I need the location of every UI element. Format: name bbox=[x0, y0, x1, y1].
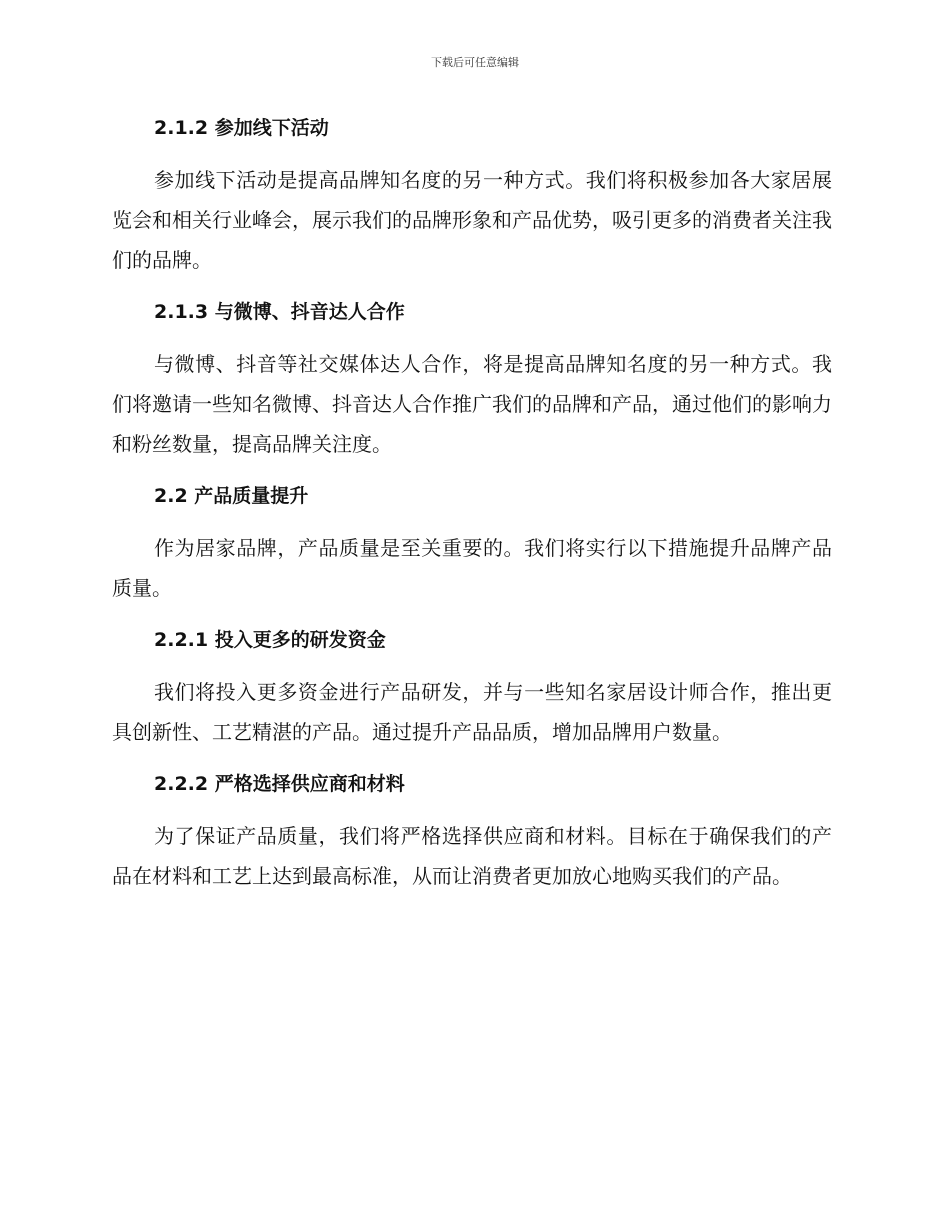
section-heading-2-2-2: 2.2.2 严格选择供应商和材料 bbox=[154, 773, 405, 795]
section-paragraph-2-1-3: 与微博、抖音等社交媒体达人合作，将是提高品牌知名度的另一种方式。我们将邀请一些知名微博、抖音达人合作推广我们的品牌和产品，通过他们的影响力和粉丝数量，提高品牌关注度。 bbox=[112, 352, 832, 456]
document-body bbox=[112, 108, 832, 908]
section-paragraph-2-2: 作为居家品牌，产品质量是至关重要的。我们将实行以下措施提升品牌产品质量。 bbox=[112, 536, 832, 600]
section-paragraph-2-2-1: 我们将投入更多资金进行产品研发，并与一些知名家居设计师合作，推出更具创新性、工艺精湛的产品。通过提升产品品质，增加品牌用户数量。 bbox=[112, 680, 832, 744]
section-heading-2-2: 2.2 产品质量提升 bbox=[154, 485, 309, 507]
section-heading-2-1-2: 2.1.2 参加线下活动 bbox=[154, 117, 329, 139]
section-heading-2-2-1: 2.2.1 投入更多的研发资金 bbox=[154, 629, 386, 651]
section-paragraph-2-1-2: 参加线下活动是提高品牌知名度的另一种方式。我们将积极参加各大家居展览会和相关行业峰会，展示我们的品牌形象和产品优势，吸引更多的消费者关注我们的品牌。 bbox=[112, 168, 832, 272]
page-header: 下载后可任意编辑 bbox=[431, 56, 519, 69]
section-paragraph-2-2-2: 为了保证产品质量，我们将严格选择供应商和材料。目标在于确保我们的产品在材料和工艺上达到最高标准，从而让消费者更加放心地购买我们的产品。 bbox=[112, 824, 832, 888]
section-heading-2-1-3: 2.1.3 与微博、抖音达人合作 bbox=[154, 301, 405, 323]
